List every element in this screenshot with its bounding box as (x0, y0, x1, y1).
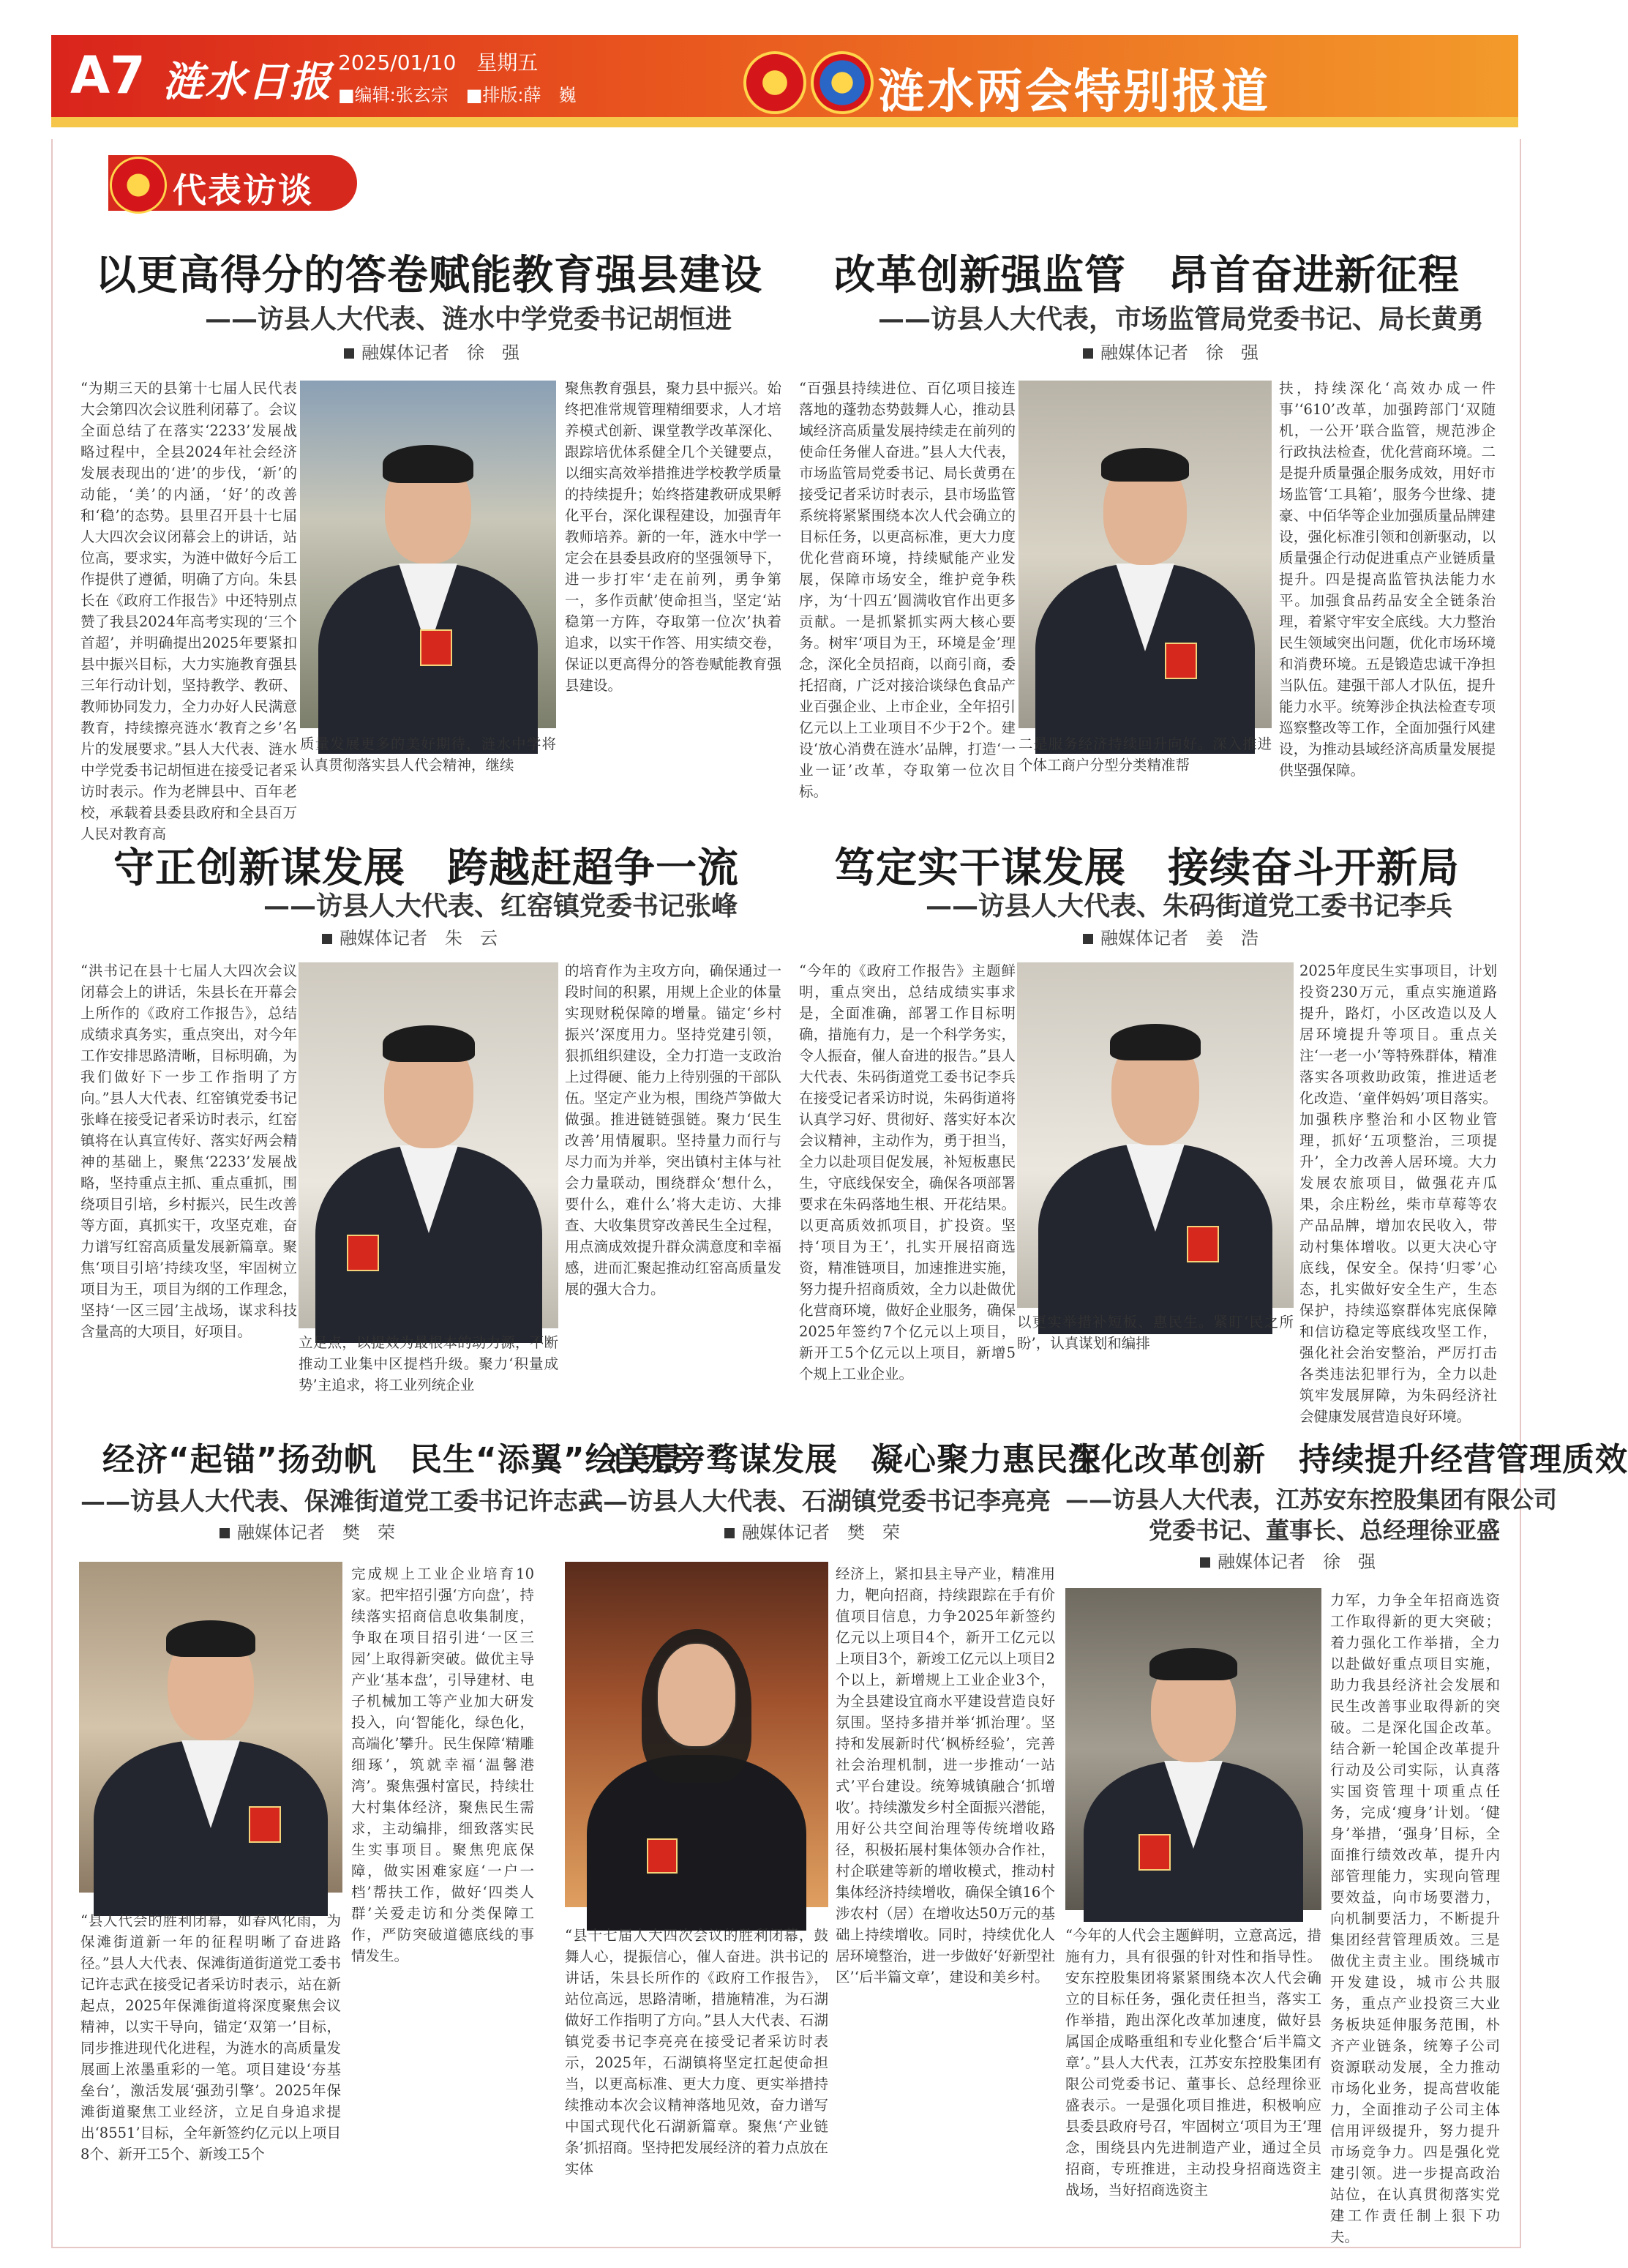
article-subtitle: ——访县人大代表、保滩街道党工委书记许志武 (80, 1487, 603, 1516)
article-byline: 融媒体记者 姜 浩 (1083, 924, 1258, 949)
article-body: 聚焦教育强县，聚力县中振兴。始终把准常规管理精细要求，人才培养模式创新、课堂教学改革深化、跟踪培优体系健全几个关键要点，以细实高效举措推进学校教学质量的持续提升；始终搭建教研成果孵化平台，深化课程建设，加强青年教师培养。新的一年，涟水中学一定会在县委县政府的坚强领导下，进一步打牢‘走在前列，勇争第一，多作贡献’使命担当，坚定‘站稳第一方阵，夺取第一位次’执着追求，以实干作答、用实绩交卷，保证以更高得分的答卷赋能教育强县建设。 (565, 380, 781, 694)
article-subtitle: ——访县人大代表、石湖镇党委书记李亮亮 (578, 1487, 1051, 1516)
article-title: 守正创新谋发展 跨越赶超争一流 (113, 845, 739, 892)
article-title: 以更高得分的答卷赋能教育强县建设 (95, 252, 762, 299)
article-subtitle: ——访县人大代表、涟水中学党委书记胡恒进 (205, 304, 732, 334)
article-body: 经济上，紧扣县主导产业，精准用力，靶向招商，持续跟踪在手有价值项目信息，力争2025年新签约亿元以上项目4个，新开工亿元以上项目3个，新竣工亿元以上项目2个以上，新增规上工业企业3个，为全县建设宜商水平建设营造良好氛围。坚持多措并举‘抓治理’。坚持和发展新时代‘枫桥经验’，完善社会治理机制，进一步推动‘一站式’平台建设。统筹城镇融合‘抓增收’。持续激发乡村全面振兴潜能，用好公共空间治理等传统增收路径，积极拓展村集体领办合作社，村企联建等新的增收模式，推动村集体经济持续增收，确保全镇16个涉农村（居）在增收达50万元的基础上持续增收。同时，持续优化人居环境整治，进一步做好‘好新型社区’‘后半篇文章’，建设和美乡村。 (836, 1565, 1055, 1986)
section-title: 涟水两会特别报道 (878, 65, 1270, 119)
article-body: 的培育作为主攻方向，确保通过一段时间的积累，用规上企业的体量实现财税保障的增量。锚定‘乡村振兴’深度用力。坚持党建引领，狠抓组织建设，全力打造一支政治上过得硬、能力上待别强的干部队伍。坚定产业为根，围绕芦笋做大做强。推进链链强链。聚力‘民生改善’用情履职。坚持量力而行与尽力而为并举，突出镇村主体与社会力量联动，围绕群众‘想什么，要什么，难什么’将大走访、大排查、大收集贯穿改善民生全过程，用点滴成效提升群众满意度和幸福感，进而汇聚起推动红窑高质量发展的强大合力。 (565, 962, 781, 1298)
photo-caption-text: 二是服务经济持续回升向好。深入推进个体工商户分型分类精准帮 (1019, 736, 1272, 774)
article-body: “县人代会的胜利闭幕，如春风化雨，为保滩街道新一年的征程明晰了奋进路径。”县人大代表、保滩街道街道党工委书记许志武在接受记者采访时表示，站在新起点，2025年保滩街道将深度聚焦会议精神，以实干导向，锚定‘双第一’目标，同步推进现代化进程，为涟水的高质量发展画上浓墨重彩的一笔。项目建设‘夯基垒台’，激活发展‘强劲引擎’。2025年保滩街道聚焦工业经济，立足自身追求提出‘8551’目标，全年新签约亿元以上项目8个、新开工5个、新竣工5个 (80, 1912, 341, 2163)
portrait-photo (299, 962, 558, 1328)
article-byline: 融媒体记者 朱 云 (322, 924, 498, 949)
issue-date: 2025/01/10 星期五 (338, 50, 539, 75)
national-emblem-icon (743, 51, 806, 114)
article-body: “今年的《政府工作报告》主题鲜明，重点突出，总结成绩实事求是，全面准确，部署工作目标明确，措施有力，是一个科学务实，令人振奋，催人奋进的报告。”县人大代表、朱码街道党工委书记李兵在接受记者采访时说，朱码街道将认真学习好、贯彻好、落实好本次会议精神，主动作为，勇于担当，全力以赴项目促发展，补短板惠民生，守底线保安全，确保各项部署要求在朱码落地生根、开花结果。以更高质效抓项目，扩投资。坚持‘项目为王’，扎实开展招商选资，精准链项目，加速推进实施，努力提升招商质效，全力以赴做优化营商环境，做好企业服务，确保2025年签约7个亿元以上项目，新开工5个亿元以上项目，新增5个规上工业企业。 (799, 962, 1016, 1382)
photo-caption-text: 质量发展更多的美好期待，涟水中学将认真贯彻落实县人代会精神，继续 (300, 736, 556, 774)
portrait-photo (565, 1562, 828, 1907)
header-stripe (51, 117, 1518, 127)
photo-caption-text: 立足点，以提效为最根本的动力源，不断推动工业集中区提档升级。聚力‘积量成势’主追求，将工业列统企业 (299, 1334, 558, 1393)
article-subtitle: ——访县人大代表、朱码街道党工委书记李兵 (926, 891, 1453, 921)
cppcc-emblem-icon (811, 51, 874, 114)
article-body: 2025年度民生实事项目，计划投资230万元，重点实施道路提升，路灯，小区改造以及人居环境提升等项目。重点关注‘一老一小’等特殊群体，精准落实各项救助政策，推进适老化改造、‘童伴妈妈’项目落实。加强秩序整治和小区物业管理，抓好‘五项整治，三项提升’，全力改善人居环境。大力发展农旅项目，做强花卉瓜果，余庄粉丝，柴市草莓等农产品品牌，增加农民收入，带动村集体增收。以更大决心守底线，保安全。保持‘归零’心态，扎实做好安全生产，生态保护，持续巡察群体宪底保障和信访稳定等底线攻坚工作，强化社会治安整治，严厉打击各类违法犯罪行为，全力以赴筑牢发展屏障，为朱码经济社会健康发展营造良好环境。 (1299, 962, 1497, 1425)
portrait-photo (1019, 381, 1272, 728)
article-title: 心无旁骛谋发展 凝心聚力惠民生 (607, 1441, 1101, 1478)
photo-caption-text: 以更实举措补短板、惠民生。紧盯‘民之所盼’，认真谋划和编排 (1017, 1314, 1294, 1352)
article-subtitle: ——访县人大代表、红窑镇党委书记张峰 (263, 891, 738, 921)
article-title: 深化改革创新 持续提升经营管理质效 (1068, 1441, 1628, 1478)
article-body: “县十七届人大四次会议的胜利闭幕，鼓舞人心，提振信心，催人奋进。洪书记的讲话，朱县长所作的《政府工作报告》，站位高远，思路清晰，措施精准，为石湖做好工作指明了方向。”县人大代表、石湖镇党委书记李亮亮在接受记者采访时表示，2025年，石湖镇将坚定扛起使命担当，以更高标准、更大力度、更实举措持续推动本次会议精神落地见效，奋力谱写中国式现代化石湖新篇章。聚焦‘产业链条’抓招商。坚持把发展经济的着力点放在实体 (565, 1927, 828, 2177)
article-byline: 融媒体记者 徐 强 (1083, 338, 1258, 364)
portrait-photo (1065, 1588, 1321, 1910)
article-body: “今年的人代会主题鲜明，立意高远，措施有力，具有很强的针对性和指导性。安东控股集团将紧紧围绕本次人代会确立的目标任务，强化责任担当，落实工作举措，跑出深化改革加速度，做好县属国企成略重组和专业化整合‘后半篇文章’。”县人大代表，江苏安东控股集团有限公司党委书记、董事长、总经理徐亚盛表示。一是强化项目推进，积极响应县委县政府号召，牢固树立‘项目为王’理念，围绕县内先进制造产业，通过全员招商，专班推进，主动投身招商选资主战场，当好招商选资主 (1065, 1927, 1321, 2198)
editor-credit: ■编辑:张玄宗 ■排版:薛 巍 (338, 85, 577, 105)
article-body: 完成规上工业企业培育10家。把牢招引强‘方向盘’，持续落实招商信息收集制度，争取在项目招引进‘一区三园’上取得新突破。做优主导产业‘基本盘’，引导建材、电子机械加工等产业加大研发投入，向‘智能化，绿色化，高端化’攀升。民生保障‘精雕细琢’，筑就幸福‘温馨港湾’。聚焦强村富民，持续壮大村集体经济，聚焦民生需求，主动编排，细致落实民生实事项目。聚焦兜底保障，做实困难家庭‘一户一档’帮扶工作，做好‘四类人群’关爱走访和分类保障工作，严防突破道德底线的事情发生。 (351, 1565, 534, 1964)
article-byline: 融媒体记者 徐 强 (1200, 1547, 1376, 1573)
article-title: 经济“起锚”扬劲帆 民生“添翼”绘美景 (102, 1441, 684, 1478)
article-subtitle: ——访县人大代表，市场监管局党委书记、局长黄勇 (878, 304, 1485, 334)
article-byline: 融媒体记者 樊 荣 (220, 1518, 395, 1543)
emblem-icon (110, 157, 167, 214)
article-subtitle-line2: 党委书记、董事长、总经理徐亚盛 (1149, 1516, 1501, 1544)
article-body: 力军，力争全年招商选资工作取得新的更大突破；着力强化工作举措，全力以赴做好重点项目实施，助力我县经济社会发展和民生改善事业取得新的突破。二是深化国企改革。结合新一轮国企改革提升行动及公司实际，认真落实国资管理十项重点任务，完成‘瘦身’计划。‘健身’举措，‘强身’目标，全面推行绩效改革，提升内部管理能力，实现向管理要效益，向市场要潜力，向机制要活力，不断提升集团经营管理质效。三是做优主责主业。围绕城市开发建设，城市公共服务，重点产业投资三大业务板块延伸服务范围，朴齐产业链条，统筹子公司资源联动发展，全力推动市场化业务，提高营收能力，全面推动子公司主体信用评级提升，努力提升市场竞争力。四是强化党建引领。进一步提高政治站位，在认真贯彻落实党建工作责任制上狠下功夫。 (1330, 1592, 1500, 2245)
article-body: “为期三天的县第十七届人民代表大会第四次会议胜利闭幕了。会议全面总结了在落实‘2233’发展战略过程中，全县2024年社会经济发展表现出的‘进’的步伐，‘新’的动能，‘美’的内涵，‘好’的改善和‘稳’的态势。县里召开县十七届人大四次会议闭幕会上的讲话，站位高，要求实，为涟中做好今后工作提供了遵循，明确了方向。朱县长在《政府工作报告》中还特别点赞了我县2024年高考实现的‘三个首超’，并明确提出2025年要紧扣县中振兴目标，大力实施教育强县三年行动计划，坚持教学、教研、教师协同发力，全力办好人民满意教育，持续擦亮涟水‘教育之乡’名片的发展要求。”县人大代表、涟水中学党委书记胡恒进在接受记者采访时表示。作为老牌县中、百年老校，承载着县委县政府和全县百万人民对教育高 (80, 380, 297, 842)
portrait-photo (300, 381, 556, 728)
column-tag-label: 代表访谈 (173, 171, 313, 210)
article-title: 改革创新强监管 昂首奋进新征程 (834, 252, 1460, 299)
article-byline: 融媒体记者 徐 强 (344, 338, 519, 364)
portrait-photo (1017, 962, 1294, 1308)
page-number: A7 (70, 45, 146, 105)
article-body: “百强县持续进位、百亿项目接连落地的蓬勃态势鼓舞人心，推动县域经济高质量发展持续走在前列的使命任务催人奋进。”县人大代表，市场监管局党委书记、局长黄勇在接受记者采访时表示，县市场监管系统将紧紧围绕本次人代会确立的目标任务，以更高标准，更大力度优化营商环境，持续赋能产业发展，保障市场安全，维护竞争秩序，为‘十四五’圆满收官作出更多贡献。一是抓紧抓实两大核心要务。树牢‘项目为王，环境是金’理念，深化全员招商，以商引商，委托招商，广泛对接洽谈绿色食品产业百强企业、上市企业，全年招引亿元以上工业项目不少于2个。建设‘放心消费在涟水’品牌，打造‘一业一证’改革，夺取第一位次目标。 (799, 380, 1016, 800)
article-body: “洪书记在县十七届人大四次会议闭幕会上的讲话，朱县长在开幕会上所作的《政府工作报告》，总结成绩求真务实，重点突出，对今年工作安排思路清晰，目标明确，为我们做好下一步工作指明了方向。”县人大代表、红窑镇党委书记张峰在接受记者采访时表示，红窑镇将在认真宣传好、落实好两会精神的基础上，聚焦‘2233’发展战略，坚持重点主抓、重点重抓，围绕项目引培，乡村振兴，民生改善等方面，真抓实干，攻坚克难，奋力谱写红窑高质量发展新篇章。聚焦‘项目引培’持续攻坚，牢固树立项目为王，项目为纲的工作理念，坚持‘一区三园’主战场，谋求科技含量高的大项目，好项目。 (80, 962, 297, 1340)
article-title: 笃定实干谋发展 接续奋斗开新局 (834, 845, 1460, 892)
article-body: 扶，持续深化‘高效办成一件事’‘610’改革，加强跨部门‘双随机，一公开’联合监管，规范涉企行政执法检查，优化营商环境。二是提升质量强企服务成效，用好市场监管‘工具箱’，服务今世缘、捷豪、中佰华等企业加强质量品牌建设，强化标准引领和创新驱动，以质量强企行动促进重点产业链质量提升。四是提高监管执法能力水平。加强食品药品安全全链条治理，着紧守牢安全底线。大力整治民生领域突出问题，优化市场环境和消费环境。五是锻造忠诚干净担当队伍。建强干部人才队伍，提升能力水平。统筹涉企执法检查专项巡察整改等工作，全面加强行风建设，为推动县域经济高质量发展提供坚强保障。 (1279, 380, 1496, 779)
article-subtitle-line1: ——访县人大代表，江苏安东控股集团有限公司 (1065, 1486, 1558, 1513)
article-byline: 融媒体记者 樊 荣 (724, 1518, 900, 1543)
portrait-photo (79, 1562, 342, 1893)
paper-name: 涟水日报 (162, 58, 332, 106)
